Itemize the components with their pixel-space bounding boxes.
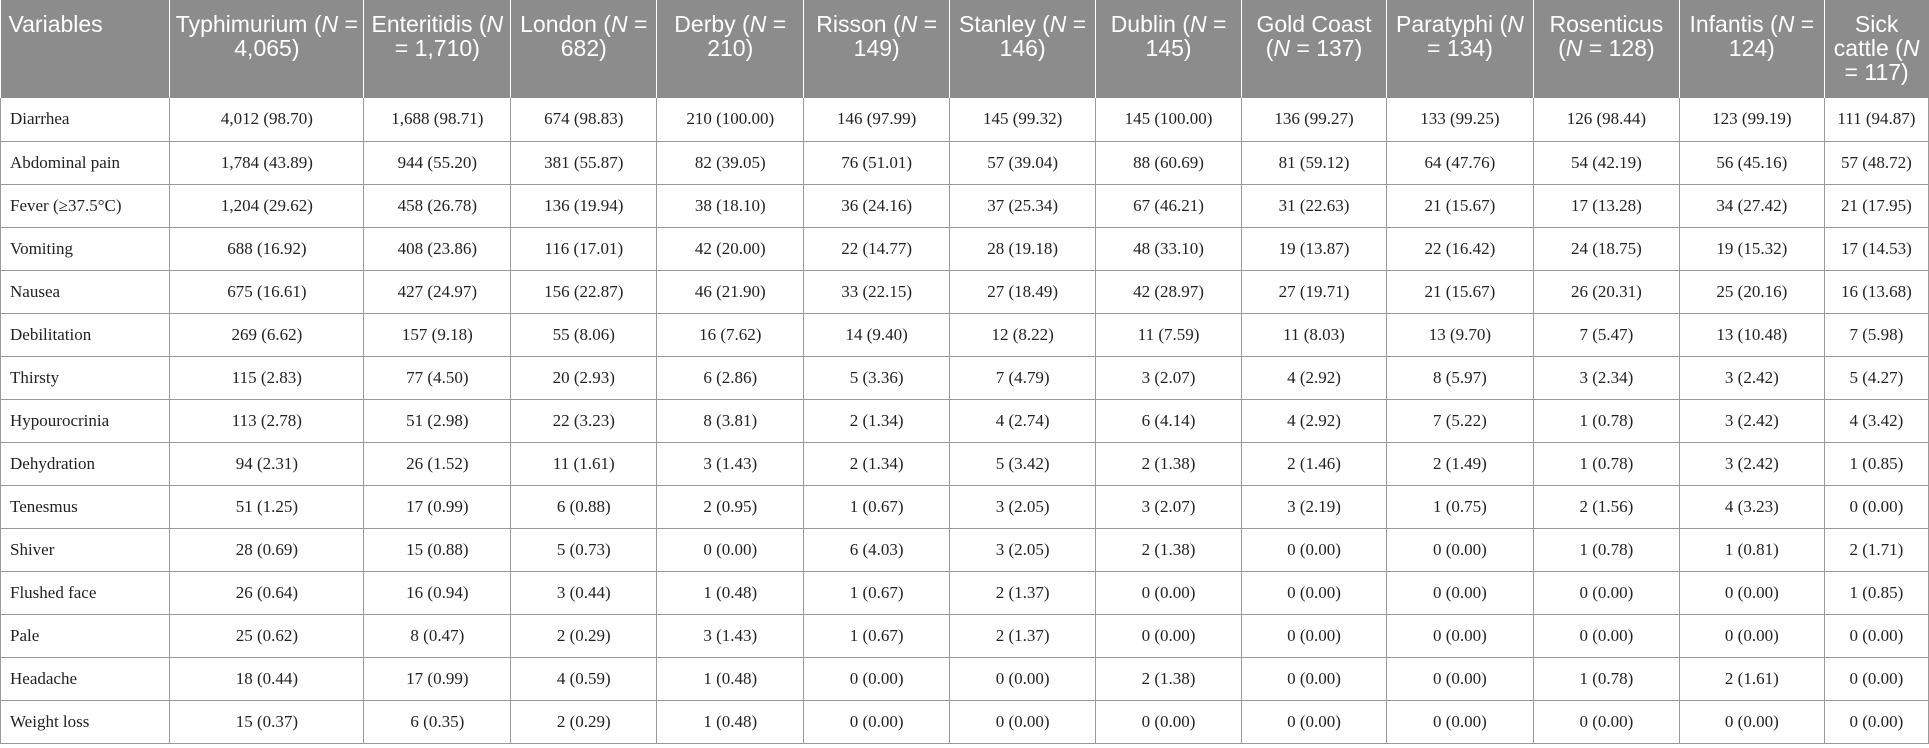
row-variable: Thirsty [1, 356, 170, 399]
table-cell: 3 (0.44) [511, 571, 657, 614]
table-cell: 34 (27.42) [1679, 184, 1824, 227]
column-name: Gold Coast [1256, 11, 1372, 37]
table-cell: 11 (1.61) [511, 442, 657, 485]
table-cell: 17 (0.99) [364, 657, 511, 700]
table-cell: 81 (59.12) [1242, 141, 1387, 184]
table-cell: 3 (1.43) [657, 614, 804, 657]
table-row [1, 399, 1929, 442]
table-cell: 0 (0.00) [950, 657, 1096, 700]
table-cell: 5 (3.36) [804, 356, 950, 399]
column-name: Derby [674, 11, 736, 37]
table-cell: 55 (8.06) [511, 313, 657, 356]
table-cell: 25 (20.16) [1679, 270, 1824, 313]
table-cell: 21 (17.95) [1824, 184, 1928, 227]
table-cell: 17 (13.28) [1533, 184, 1679, 227]
table-cell: 944 (55.20) [364, 141, 511, 184]
column-n-label: N [1565, 35, 1583, 61]
column-name: Typhimurium [175, 11, 308, 37]
table-cell: 0 (0.00) [657, 528, 804, 571]
table-cell: 51 (1.25) [170, 485, 364, 528]
column-header: Paratyphi (N = 134) [1386, 0, 1533, 98]
column-n-label: N [1049, 11, 1067, 37]
table-cell: 123 (99.19) [1679, 98, 1824, 141]
table-cell: 1,204 (29.62) [170, 184, 364, 227]
row-variable: Hypourocrinia [1, 399, 170, 442]
table-cell: 136 (99.27) [1242, 98, 1387, 141]
table-cell: 2 (0.29) [511, 614, 657, 657]
column-name: Infantis [1689, 11, 1764, 37]
table-cell: 381 (55.87) [511, 141, 657, 184]
table-cell: 0 (0.00) [1242, 571, 1387, 614]
table-cell: 0 (0.00) [804, 657, 950, 700]
table-cell: 94 (2.31) [170, 442, 364, 485]
table-cell: 6 (4.14) [1096, 399, 1242, 442]
table-cell: 64 (47.76) [1386, 141, 1533, 184]
table-cell: 16 (0.94) [364, 571, 511, 614]
table-cell: 269 (6.62) [170, 313, 364, 356]
row-variable: Abdominal pain [1, 141, 170, 184]
table-cell: 1 (0.75) [1386, 485, 1533, 528]
column-header: Typhimurium (N = 4,065) [170, 0, 364, 98]
table-cell: 17 (14.53) [1824, 227, 1928, 270]
row-variable: Headache [1, 657, 170, 700]
table-cell: 5 (0.73) [511, 528, 657, 571]
table-cell: 427 (24.97) [364, 270, 511, 313]
table-cell: 0 (0.00) [1242, 700, 1387, 743]
table-cell: 1 (0.78) [1533, 442, 1679, 485]
column-header: Rosenticus (N = 128) [1533, 0, 1679, 98]
table-cell: 3 (2.42) [1679, 399, 1824, 442]
table-cell: 1 (0.67) [804, 614, 950, 657]
table-cell: 0 (0.00) [1386, 571, 1533, 614]
column-n-value: 210 [707, 35, 746, 61]
table-cell: 1 (0.48) [657, 571, 804, 614]
table-cell: 3 (2.07) [1096, 356, 1242, 399]
table-cell: 1 (0.67) [804, 571, 950, 614]
table-cell: 1 (0.48) [657, 657, 804, 700]
table-cell: 26 (1.52) [364, 442, 511, 485]
table-cell: 1 (0.78) [1533, 657, 1679, 700]
table-cell: 13 (9.70) [1386, 313, 1533, 356]
table-cell: 2 (0.95) [657, 485, 804, 528]
row-variable: Tenesmus [1, 485, 170, 528]
column-name: London [520, 11, 597, 37]
column-header: Enteritidis (N = 1,710) [364, 0, 511, 98]
table-cell: 15 (0.88) [364, 528, 511, 571]
table-cell: 5 (4.27) [1824, 356, 1928, 399]
column-n-value: 117 [1864, 59, 1902, 85]
table-cell: 146 (97.99) [804, 98, 950, 141]
table-cell: 7 (4.79) [950, 356, 1096, 399]
table-cell: 82 (39.05) [657, 141, 804, 184]
table-cell: 8 (5.97) [1386, 356, 1533, 399]
table-cell: 28 (19.18) [950, 227, 1096, 270]
table-cell: 3 (2.05) [950, 528, 1096, 571]
table-cell: 0 (0.00) [804, 700, 950, 743]
table-cell: 3 (2.42) [1679, 356, 1824, 399]
table-cell: 2 (1.37) [950, 571, 1096, 614]
table-cell: 0 (0.00) [1824, 614, 1928, 657]
column-n-label: N [321, 11, 339, 37]
table-cell: 1 (0.78) [1533, 399, 1679, 442]
table-cell: 675 (16.61) [170, 270, 364, 313]
table-cell: 2 (1.38) [1096, 528, 1242, 571]
column-name: Enteritidis [371, 11, 473, 37]
table-row [1, 657, 1929, 700]
row-variable: Shiver [1, 528, 170, 571]
row-variable: Fever (≥37.5°C) [1, 184, 170, 227]
column-n-value: 146 [999, 35, 1038, 61]
table-cell: 22 (3.23) [511, 399, 657, 442]
table-cell: 3 (2.07) [1096, 485, 1242, 528]
row-variable: Vomiting [1, 227, 170, 270]
column-header: Stanley (N = 146) [950, 0, 1096, 98]
table-row [1, 313, 1929, 356]
table-cell: 38 (18.10) [657, 184, 804, 227]
table-cell: 1 (0.48) [657, 700, 804, 743]
table-cell: 2 (1.37) [950, 614, 1096, 657]
column-n-label: N [1902, 35, 1920, 61]
table-cell: 57 (48.72) [1824, 141, 1928, 184]
column-name: Dublin [1110, 11, 1176, 37]
table-cell: 31 (22.63) [1242, 184, 1387, 227]
table-cell: 22 (14.77) [804, 227, 950, 270]
table-cell: 19 (15.32) [1679, 227, 1824, 270]
column-n-label: N [1189, 11, 1207, 37]
table-cell: 1 (0.85) [1824, 571, 1928, 614]
column-header: Sick cattle (N = 117) [1824, 0, 1928, 98]
table-cell: 28 (0.69) [170, 528, 364, 571]
column-n-label: N [486, 11, 504, 37]
table-cell: 4 (0.59) [511, 657, 657, 700]
table-cell: 0 (0.00) [1096, 700, 1242, 743]
column-n-value: 145 [1145, 35, 1184, 61]
table-cell: 111 (94.87) [1824, 98, 1928, 141]
table-cell: 6 (0.88) [511, 485, 657, 528]
table-row [1, 184, 1929, 227]
table-cell: 3 (2.34) [1533, 356, 1679, 399]
table-cell: 145 (100.00) [1096, 98, 1242, 141]
table-cell: 25 (0.62) [170, 614, 364, 657]
table-cell: 16 (7.62) [657, 313, 804, 356]
column-n-label: N [900, 11, 918, 37]
table-cell: 21 (15.67) [1386, 184, 1533, 227]
table-cell: 674 (98.83) [511, 98, 657, 141]
column-header: Risson (N = 149) [804, 0, 950, 98]
column-n-label: N [610, 11, 628, 37]
table-cell: 56 (45.16) [1679, 141, 1824, 184]
table-cell: 11 (7.59) [1096, 313, 1242, 356]
table-cell: 136 (19.94) [511, 184, 657, 227]
table-cell: 16 (13.68) [1824, 270, 1928, 313]
row-variable: Diarrhea [1, 98, 170, 141]
table-row [1, 270, 1929, 313]
table-cell: 19 (13.87) [1242, 227, 1387, 270]
table-row [1, 614, 1929, 657]
table-cell: 0 (0.00) [1242, 614, 1387, 657]
table-cell: 11 (8.03) [1242, 313, 1387, 356]
table-cell: 458 (26.78) [364, 184, 511, 227]
table-cell: 2 (1.61) [1679, 657, 1824, 700]
table-cell: 156 (22.87) [511, 270, 657, 313]
table-header [1, 0, 1929, 98]
table-cell: 67 (46.21) [1096, 184, 1242, 227]
table-cell: 3 (2.05) [950, 485, 1096, 528]
table-cell: 8 (3.81) [657, 399, 804, 442]
column-n-value: 134 [1446, 35, 1486, 61]
table-cell: 2 (1.71) [1824, 528, 1928, 571]
table-cell: 0 (0.00) [1533, 700, 1679, 743]
table-cell: 7 (5.98) [1824, 313, 1928, 356]
table-row [1, 98, 1929, 141]
table-cell: 4 (3.23) [1679, 485, 1824, 528]
column-header: Dublin (N = 145) [1096, 0, 1242, 98]
table-cell: 116 (17.01) [511, 227, 657, 270]
column-name: Risson [816, 11, 887, 37]
column-header: Gold Coast (N = 137) [1242, 0, 1387, 98]
table-cell: 2 (1.34) [804, 399, 950, 442]
column-n-value: 1,710 [414, 35, 473, 61]
table-cell: 2 (1.56) [1533, 485, 1679, 528]
table-cell: 4,012 (98.70) [170, 98, 364, 141]
column-n-value: 137 [1316, 35, 1355, 61]
table-cell: 8 (0.47) [364, 614, 511, 657]
row-variable: Debilitation [1, 313, 170, 356]
table-cell: 57 (39.04) [950, 141, 1096, 184]
table-cell: 0 (0.00) [1533, 614, 1679, 657]
table-cell: 27 (19.71) [1242, 270, 1387, 313]
table-cell: 3 (2.19) [1242, 485, 1387, 528]
table-cell: 4 (2.74) [950, 399, 1096, 442]
column-name: Paratyphi [1396, 11, 1494, 37]
table-cell: 36 (24.16) [804, 184, 950, 227]
table-cell: 17 (0.99) [364, 485, 511, 528]
column-n-value: 124 [1728, 35, 1768, 61]
column-n-label: N [1507, 11, 1524, 37]
table-cell: 210 (100.00) [657, 98, 804, 141]
table-cell: 115 (2.83) [170, 356, 364, 399]
table-cell: 4 (2.92) [1242, 356, 1387, 399]
header-variables: Variables [1, 0, 170, 98]
table-cell: 14 (9.40) [804, 313, 950, 356]
table-cell: 6 (2.86) [657, 356, 804, 399]
table-cell: 0 (0.00) [1824, 485, 1928, 528]
table-cell: 133 (99.25) [1386, 98, 1533, 141]
table-cell: 3 (1.43) [657, 442, 804, 485]
column-header: London (N = 682) [511, 0, 657, 98]
table-cell: 51 (2.98) [364, 399, 511, 442]
table-cell: 42 (28.97) [1096, 270, 1242, 313]
table-cell: 6 (0.35) [364, 700, 511, 743]
column-n-value: 128 [1608, 35, 1647, 61]
table-row [1, 356, 1929, 399]
table-cell: 4 (2.92) [1242, 399, 1387, 442]
table-cell: 0 (0.00) [1386, 657, 1533, 700]
column-n-label: N [1273, 35, 1290, 61]
table-cell: 37 (25.34) [950, 184, 1096, 227]
column-n-label: N [749, 11, 767, 37]
table-cell: 688 (16.92) [170, 227, 364, 270]
table-cell: 145 (99.32) [950, 98, 1096, 141]
table-cell: 1,784 (43.89) [170, 141, 364, 184]
table-cell: 2 (1.49) [1386, 442, 1533, 485]
row-variable: Pale [1, 614, 170, 657]
column-n-value: 4,065 [234, 35, 292, 61]
table-cell: 0 (0.00) [1824, 700, 1928, 743]
column-name: Sick cattle [1833, 11, 1899, 61]
column-header: Derby (N = 210) [657, 0, 804, 98]
table-cell: 20 (2.93) [511, 356, 657, 399]
table-cell: 27 (18.49) [950, 270, 1096, 313]
table-cell: 7 (5.47) [1533, 313, 1679, 356]
table-cell: 1 (0.81) [1679, 528, 1824, 571]
table-row [1, 485, 1929, 528]
column-n-value: 149 [853, 35, 893, 61]
table-cell: 0 (0.00) [1386, 528, 1533, 571]
column-n-label: N [1777, 11, 1795, 37]
table-cell: 1 (0.78) [1533, 528, 1679, 571]
table-cell: 0 (0.00) [950, 700, 1096, 743]
table-cell: 15 (0.37) [170, 700, 364, 743]
table-cell: 24 (18.75) [1533, 227, 1679, 270]
table-cell: 12 (8.22) [950, 313, 1096, 356]
table-cell: 26 (20.31) [1533, 270, 1679, 313]
table-cell: 0 (0.00) [1242, 528, 1387, 571]
header-row [1, 0, 1929, 98]
table-cell: 1 (0.67) [804, 485, 950, 528]
table-cell: 157 (9.18) [364, 313, 511, 356]
table-cell: 4 (3.42) [1824, 399, 1928, 442]
table-cell: 26 (0.64) [170, 571, 364, 614]
table-cell: 1 (0.85) [1824, 442, 1928, 485]
table-cell: 42 (20.00) [657, 227, 804, 270]
table-cell: 408 (23.86) [364, 227, 511, 270]
table-cell: 0 (0.00) [1679, 571, 1824, 614]
table-cell: 0 (0.00) [1533, 571, 1679, 614]
row-variable: Dehydration [1, 442, 170, 485]
table-cell: 88 (60.69) [1096, 141, 1242, 184]
table-cell: 77 (4.50) [364, 356, 511, 399]
table-cell: 0 (0.00) [1096, 571, 1242, 614]
table-body [1, 98, 1929, 743]
table-cell: 6 (4.03) [804, 528, 950, 571]
table-cell: 126 (98.44) [1533, 98, 1679, 141]
table-cell: 22 (16.42) [1386, 227, 1533, 270]
table-cell: 0 (0.00) [1386, 614, 1533, 657]
table-cell: 2 (0.29) [511, 700, 657, 743]
table-cell: 0 (0.00) [1096, 614, 1242, 657]
table-cell: 0 (0.00) [1386, 700, 1533, 743]
table-cell: 0 (0.00) [1679, 700, 1824, 743]
table-row [1, 571, 1929, 614]
table-cell: 0 (0.00) [1824, 657, 1928, 700]
table-cell: 54 (42.19) [1533, 141, 1679, 184]
table-cell: 2 (1.38) [1096, 657, 1242, 700]
table-cell: 48 (33.10) [1096, 227, 1242, 270]
table-cell: 46 (21.90) [657, 270, 804, 313]
table-cell: 33 (22.15) [804, 270, 950, 313]
table-cell: 2 (1.38) [1096, 442, 1242, 485]
column-name: Rosenticus [1549, 11, 1664, 37]
table-cell: 2 (1.34) [804, 442, 950, 485]
table-cell: 5 (3.42) [950, 442, 1096, 485]
table-cell: 1,688 (98.71) [364, 98, 511, 141]
table-cell: 3 (2.42) [1679, 442, 1824, 485]
table-cell: 2 (1.46) [1242, 442, 1387, 485]
row-variable: Flushed face [1, 571, 170, 614]
table-row [1, 700, 1929, 743]
table-cell: 13 (10.48) [1679, 313, 1824, 356]
column-name: Stanley [959, 11, 1036, 37]
row-variable: Weight loss [1, 700, 170, 743]
column-header: Infantis (N = 124) [1679, 0, 1824, 98]
table-cell: 21 (15.67) [1386, 270, 1533, 313]
column-n-value: 682 [560, 35, 600, 61]
row-variable: Nausea [1, 270, 170, 313]
table-cell: 0 (0.00) [1242, 657, 1387, 700]
table-cell: 18 (0.44) [170, 657, 364, 700]
table-cell: 76 (51.01) [804, 141, 950, 184]
table-cell: 113 (2.78) [170, 399, 364, 442]
table-cell: 7 (5.22) [1386, 399, 1533, 442]
table-row [1, 227, 1929, 270]
table-row [1, 141, 1929, 184]
table-row [1, 528, 1929, 571]
table-row [1, 442, 1929, 485]
table-cell: 0 (0.00) [1679, 614, 1824, 657]
